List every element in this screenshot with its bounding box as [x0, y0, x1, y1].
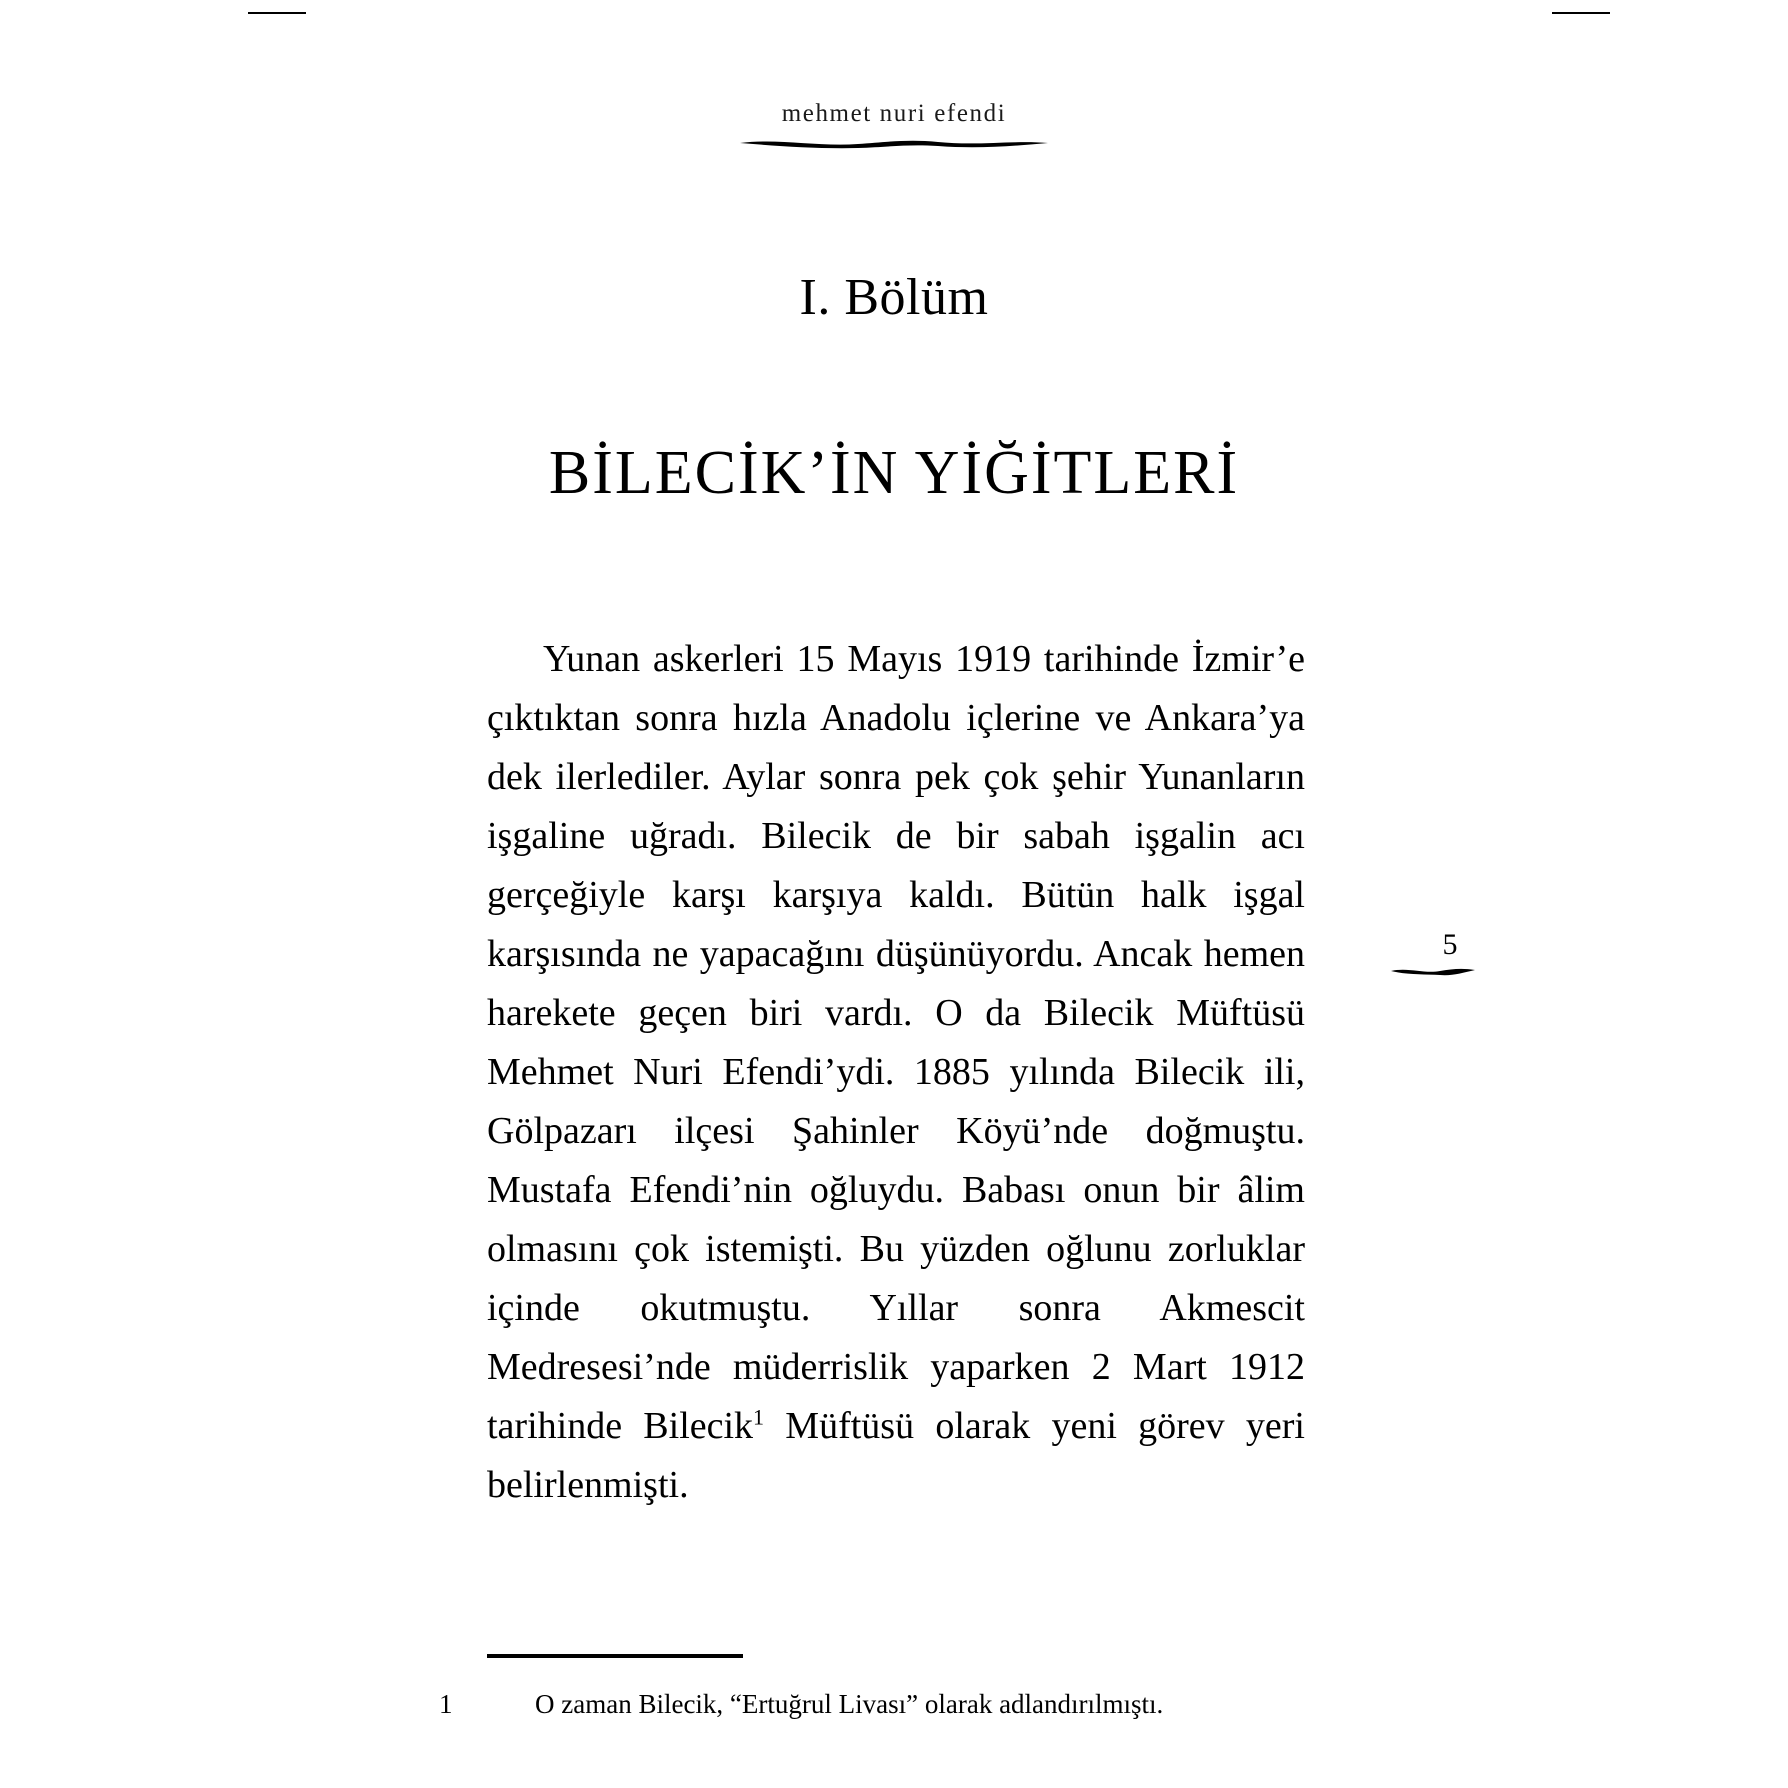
body-paragraph-tail: Müftüsü olarak yeni görev yeri belirlenmişti. [487, 1405, 1305, 1506]
running-head-area [0, 100, 1788, 150]
footnote-separator [487, 1654, 743, 1658]
footnote-number: 1 [439, 1689, 453, 1719]
footnote-marker: 1 [753, 1404, 765, 1430]
crop-mark-top-left [248, 12, 306, 14]
folio-ornament-rule [1390, 964, 1476, 978]
crop-mark-top-right [1552, 12, 1610, 14]
running-head: mehmet nuri efendi [781, 100, 1007, 127]
folio [1390, 930, 1510, 978]
footnote-line [439, 1682, 1305, 1726]
body-paragraph [487, 630, 1305, 1515]
footnote-area [439, 1682, 1305, 1726]
page-number: 5 [1442, 928, 1458, 961]
body-paragraph-main: Yunan askerleri 15 Mayıs 1919 tarihinde İzmir’e çıktıktan sonra hızla Anadolu içlerine ve Ankara’ya dek ilerlediler. Aylar sonra pek çok şehir Yunanların işgaline uğradı. Bilecik de bir sabah işgalin acı gerçeğiyle karşı karşıya kaldı. Bütün halk işgal karşısında ne yapacağını düşünüyordu. Ancak hemen harekete geçen biri vardı. O da Bilecik Müftüsü Mehmet Nuri Efendi’ydi. 1885 yılında Bilecik ili, Gölpazarı ilçesi Şahinler Köyü’nde doğmuştu. Mustafa Efendi’nin oğluydu. Babası onun bir âlim olmasını çok istemişti. Bu yüzden oğlunu zorluklar içinde okutmuştu. Yıllar sonra Akmescit Medresesi’nde müderrislik yaparken 2 Mart 1912 tarihinde Bilecik [487, 638, 1305, 1447]
chapter-title: BİLECİK’İN YİĞİTLERİ [548, 439, 1240, 507]
chapter-label: I. Bölüm [799, 269, 989, 326]
footnote-text: O zaman Bilecik, “Ertuğrul Livası” olarak adlandırılmıştı. [535, 1689, 1164, 1719]
header-ornament-rule [738, 136, 1050, 150]
body-text-column [487, 630, 1305, 1515]
